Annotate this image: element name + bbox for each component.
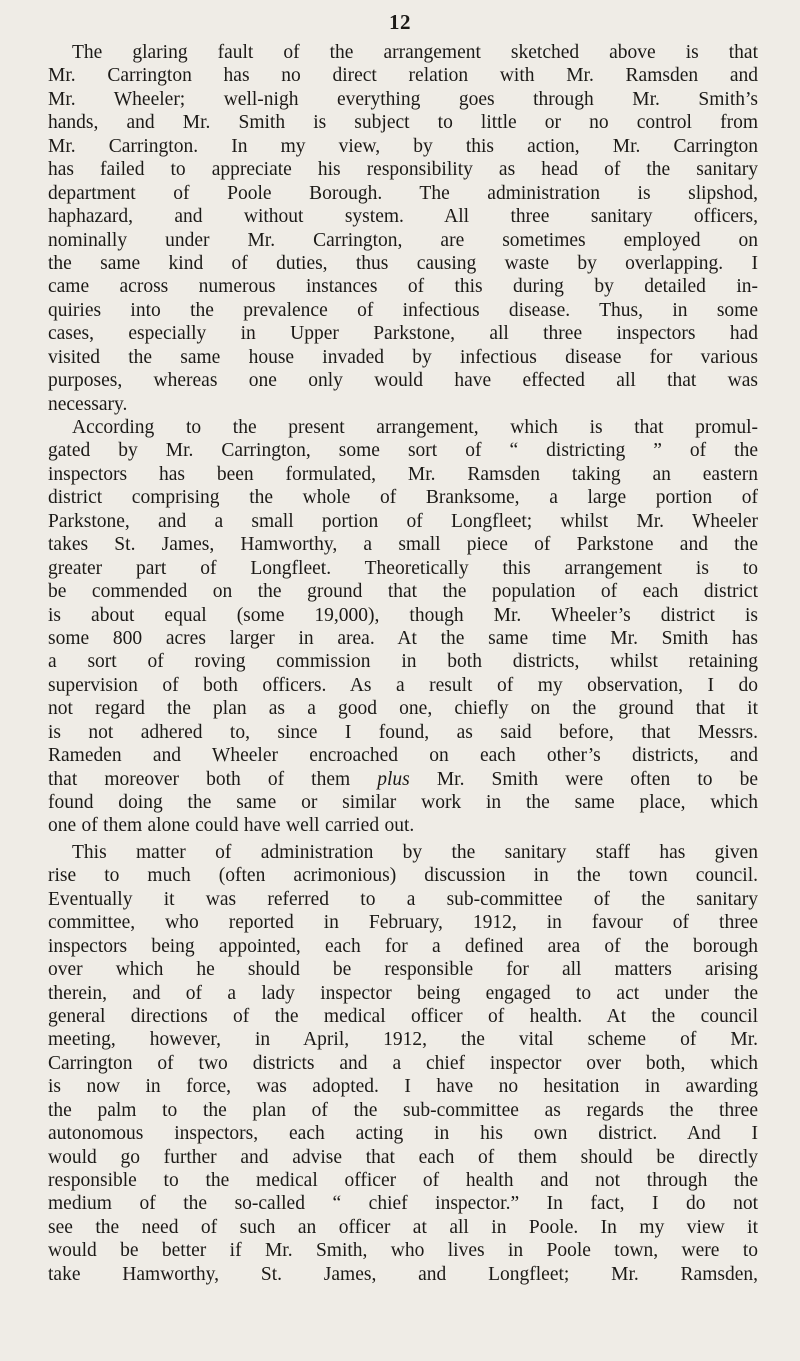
paragraph-2-line-17: found doing the same or similar work in the same place, which: [48, 792, 758, 813]
paragraph-3-line-6: over which he should be responsible for all matters arising: [48, 959, 758, 981]
page-number: 12: [389, 10, 411, 34]
paragraph-1-line-15: purposes, whereas one only would have effected all that was: [48, 370, 758, 392]
paragraph-1-line-13: cases, especially in Upper Parkstone, all three inspectors had: [48, 323, 758, 345]
paragraph-1-line-11: came across numerous instances of this during by detailed in-: [48, 276, 758, 298]
paragraph-1-line-3: Mr. Wheeler; well-nigh everything goes through Mr. Smith’s: [48, 88, 758, 110]
paragraph-1-line-14: visited the same house invaded by infectious disease for various: [48, 346, 758, 368]
paragraph-2-line-9: is about equal (some 19,000), though Mr. Wheeler’s district is: [48, 604, 758, 626]
paragraph-1-line-10: the same kind of duties, thus causing waste by overlapping. I: [48, 252, 758, 274]
line-16-end: Mr. Smith were often to be: [436, 768, 758, 790]
line-16-start: that moreover both of them: [48, 768, 351, 790]
paragraph-3-line-13: autonomous inspectors, each acting in his own district. And I: [48, 1123, 758, 1145]
paragraph-2-line-10: some 800 acres larger in area. At the same time Mr. Smith has: [48, 627, 758, 649]
paragraph-1-line-5: Mr. Carrington. In my view, by this action, Mr. Carrington: [48, 135, 758, 157]
paragraph-3-line-8: general directions of the medical officer of health. At the council: [48, 1005, 758, 1027]
paragraph-2-line-11: a sort of roving commission in both districts, whilst retaining: [48, 651, 758, 673]
paragraph-2-line-8: be commended on the ground that the population of each district: [48, 581, 758, 603]
paragraph-2-line-16: [48, 768, 758, 791]
paragraph-3-line-1: This matter of administration by the sanitary staff has given: [72, 841, 758, 863]
paragraph-2-line-7: greater part of Longfleet. Theoretically this arrangement is to: [48, 557, 758, 579]
paragraph-3-line-2: rise to much (often acrimonious) discussion in the town council.: [48, 865, 758, 887]
paragraph-2-line-3: inspectors has been formulated, Mr. Ramsden taking an eastern: [48, 463, 758, 485]
italic-plus: plus: [377, 768, 410, 790]
paragraph-1-line-8: haphazard, and without system. All three sanitary officers,: [48, 206, 758, 228]
paragraph-1-line-12: quiries into the prevalence of infectious disease. Thus, in some: [48, 299, 758, 321]
paragraph-2-line-6: takes St. James, Hamworthy, a small piece of Parkstone and the: [48, 534, 758, 556]
paragraph-1-line-4: hands, and Mr. Smith is subject to little or no control from: [48, 112, 758, 134]
paragraph-3-line-16: medium of the so-called “ chief inspector.” In fact, I do not: [48, 1193, 758, 1215]
paragraph-1-line-2: Mr. Carrington has no direct relation with Mr. Ramsden and: [48, 65, 758, 87]
paragraph-3-line-11: is now in force, was adopted. I have no hesitation in awarding: [48, 1076, 758, 1098]
paragraph-3-line-7: therein, and of a lady inspector being engaged to act under the: [48, 982, 758, 1004]
paragraph-3-line-19: take Hamworthy, St. James, and Longfleet; Mr. Ramsden,: [48, 1263, 758, 1285]
paragraph-3-line-5: inspectors being appointed, each for a defined area of the borough: [48, 935, 758, 957]
paragraph-2-line-18: one of them alone could have well carried out.: [48, 815, 415, 837]
paragraph-1-line-9: nominally under Mr. Carrington, are sometimes employed on: [48, 229, 758, 251]
paragraph-3-line-14: would go further and advise that each of them should be directly: [48, 1146, 758, 1168]
paragraph-2-line-12: supervision of both officers. As a result of my observation, I do: [48, 674, 758, 696]
paragraph-3-line-4: committee, who reported in February, 1912, in favour of three: [48, 912, 758, 934]
paragraph-1-line-16: necessary.: [48, 393, 128, 415]
paragraph-3-line-17: see the need of such an officer at all in Poole. In my view it: [48, 1216, 758, 1238]
paragraph-1-line-6: has failed to appreciate his responsibility as head of the sanitary: [48, 159, 758, 181]
paragraph-3-line-9: meeting, however, in April, 1912, the vital scheme of Mr.: [48, 1029, 758, 1051]
paragraph-3-line-10: Carrington of two districts and a chief inspector over both, which: [48, 1052, 758, 1074]
body-text: [48, 41, 758, 1286]
paragraph-2-line-5: Parkstone, and a small portion of Longfleet; whilst Mr. Wheeler: [48, 510, 758, 532]
paragraph-3-line-12: the palm to the plan of the sub-committee as regards the three: [48, 1099, 758, 1121]
paragraph-3-line-15: responsible to the medical officer of health and not through the: [48, 1170, 758, 1191]
paragraph-2-line-2: gated by Mr. Carrington, some sort of “ districting ” of the: [48, 440, 758, 462]
paragraph-2-line-13: not regard the plan as a good one, chiefly on the ground that it: [48, 698, 758, 720]
paragraph-2-line-15: Rameden and Wheeler encroached on each other’s districts, and: [48, 745, 758, 767]
paragraph-2-line-4: district comprising the whole of Branksome, a large portion of: [48, 487, 758, 509]
paragraph-2-line-14: is not adhered to, since I found, as said before, that Messrs.: [48, 721, 758, 743]
paragraph-3-line-3: Eventually it was referred to a sub-committee of the sanitary: [48, 888, 758, 910]
paragraph-1-line-1: The glaring fault of the arrangement sketched above is that: [72, 42, 758, 63]
paragraph-1-line-7: department of Poole Borough. The administration is slipshod,: [48, 182, 758, 204]
paragraph-2-line-1: According to the present arrangement, which is that promul-: [72, 417, 758, 438]
paragraph-3-line-18: would be better if Mr. Smith, who lives in Poole town, were to: [48, 1240, 758, 1262]
